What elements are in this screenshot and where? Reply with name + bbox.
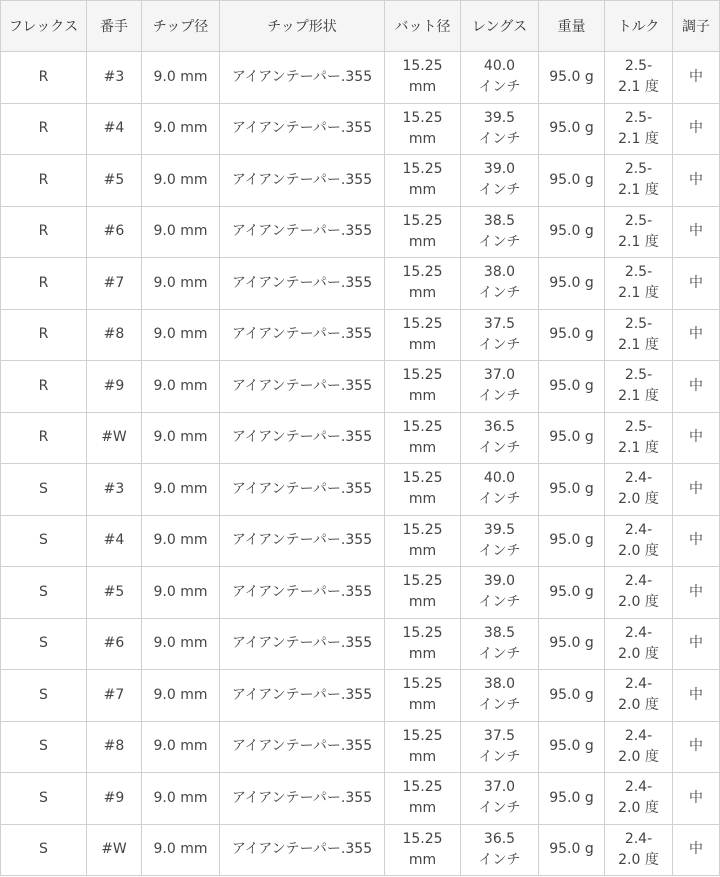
weight-cell: 95.0 g [539,515,605,567]
torque-cell-line-1: 2.4- [624,521,653,538]
weight-cell: 95.0 g [539,567,605,619]
torque-cell-line-1: 2.5- [624,315,653,332]
kick-point-cell: 中 [673,155,720,207]
tip-shape-cell: アイアンテーパー.355 [220,721,385,773]
tip-shape-cell: アイアンテーパー.355 [220,618,385,670]
length-cell [461,412,539,464]
torque-cell-line-2: 2.1 度 [618,79,659,96]
length-cell-line-1: 40.0 [483,58,516,75]
torque-cell [605,464,673,516]
butt-diameter-cell-line-2: mm [408,285,437,302]
tip-diameter-cell: 9.0 mm [142,412,220,464]
tip-shape-cell: アイアンテーパー.355 [220,567,385,619]
number-cell: #W [87,412,142,464]
torque-cell-line-2: 2.0 度 [618,594,659,611]
tip-diameter-cell: 9.0 mm [142,155,220,207]
length-cell-line-2: インチ [478,336,521,353]
butt-diameter-cell-line-1: 15.25 [402,573,443,590]
kick-point-cell: 中 [673,515,720,567]
butt-diameter-cell-line-2: mm [408,748,437,765]
butt-diameter-cell-line-2: mm [408,645,437,662]
torque-cell [605,412,673,464]
torque-cell-line-2: 2.0 度 [618,645,659,662]
table-row [1,206,720,258]
length-cell-line-2: インチ [478,800,521,817]
butt-diameter-cell [385,670,461,722]
kick-point-cell: 中 [673,52,720,104]
number-cell: #8 [87,721,142,773]
length-cell [461,361,539,413]
torque-cell-line-2: 2.1 度 [618,130,659,147]
torque-cell-line-1: 2.5- [624,418,653,435]
torque-cell [605,618,673,670]
kick-point-cell: 中 [673,206,720,258]
header-kick-point: 調子 [673,1,720,52]
length-cell-line-2: インチ [478,645,521,662]
butt-diameter-cell-line-1: 15.25 [402,830,443,847]
tip-shape-cell: アイアンテーパー.355 [220,309,385,361]
kick-point-cell: 中 [673,824,720,876]
number-cell: #4 [87,103,142,155]
kick-point-cell: 中 [673,670,720,722]
torque-cell-line-1: 2.4- [624,779,653,796]
tip-diameter-cell: 9.0 mm [142,721,220,773]
table-row [1,618,720,670]
torque-cell [605,309,673,361]
butt-diameter-cell-line-1: 15.25 [402,161,443,178]
torque-cell-line-2: 2.0 度 [618,748,659,765]
butt-diameter-cell-line-2: mm [408,79,437,96]
length-cell-line-1: 37.5 [483,727,516,744]
length-cell-line-1: 36.5 [483,830,516,847]
length-cell-line-2: インチ [478,542,521,559]
butt-diameter-cell-line-2: mm [408,851,437,868]
butt-diameter-cell-line-2: mm [408,130,437,147]
length-cell-line-2: インチ [478,388,521,405]
length-cell-line-2: インチ [478,233,521,250]
table-row [1,515,720,567]
torque-cell-line-1: 2.4- [624,470,653,487]
length-cell-line-2: インチ [478,594,521,611]
length-cell-line-2: インチ [478,851,521,868]
header-flex: フレックス [1,1,87,52]
flex-cell: S [1,670,87,722]
length-cell [461,206,539,258]
torque-cell-line-1: 2.5- [624,58,653,75]
flex-cell: R [1,52,87,104]
butt-diameter-cell [385,52,461,104]
length-cell-line-1: 37.5 [483,315,516,332]
kick-point-cell: 中 [673,309,720,361]
tip-diameter-cell: 9.0 mm [142,567,220,619]
flex-cell: S [1,824,87,876]
length-cell [461,567,539,619]
length-cell [461,258,539,310]
length-cell-line-1: 39.0 [483,161,516,178]
butt-diameter-cell-line-1: 15.25 [402,521,443,538]
kick-point-cell: 中 [673,721,720,773]
number-cell: #7 [87,670,142,722]
butt-diameter-cell-line-2: mm [408,491,437,508]
butt-diameter-cell-line-2: mm [408,388,437,405]
tip-shape-cell: アイアンテーパー.355 [220,103,385,155]
weight-cell: 95.0 g [539,824,605,876]
flex-cell: R [1,258,87,310]
header-tip-shape: チップ形状 [220,1,385,52]
butt-diameter-cell [385,515,461,567]
length-cell [461,103,539,155]
butt-diameter-cell [385,361,461,413]
number-cell: #5 [87,155,142,207]
weight-cell: 95.0 g [539,721,605,773]
torque-cell-line-2: 2.1 度 [618,233,659,250]
length-cell-line-1: 39.5 [483,521,516,538]
weight-cell: 95.0 g [539,464,605,516]
tip-diameter-cell: 9.0 mm [142,515,220,567]
torque-cell-line-1: 2.4- [624,624,653,641]
length-cell [461,618,539,670]
length-cell-line-1: 39.5 [483,109,516,126]
number-cell: #3 [87,52,142,104]
flex-cell: R [1,103,87,155]
torque-cell-line-2: 2.0 度 [618,851,659,868]
butt-diameter-cell-line-1: 15.25 [402,367,443,384]
torque-cell [605,773,673,825]
length-cell-line-2: インチ [478,130,521,147]
butt-diameter-cell-line-1: 15.25 [402,418,443,435]
kick-point-cell: 中 [673,464,720,516]
torque-cell-line-1: 2.4- [624,573,653,590]
butt-diameter-cell-line-2: mm [408,594,437,611]
number-cell: #4 [87,515,142,567]
tip-shape-cell: アイアンテーパー.355 [220,464,385,516]
length-cell [461,773,539,825]
tip-shape-cell: アイアンテーパー.355 [220,515,385,567]
flex-cell: S [1,721,87,773]
tip-diameter-cell: 9.0 mm [142,103,220,155]
length-cell-line-1: 37.0 [483,779,516,796]
table-row [1,309,720,361]
flex-cell: R [1,206,87,258]
butt-diameter-cell-line-2: mm [408,697,437,714]
tip-diameter-cell: 9.0 mm [142,618,220,670]
tip-shape-cell: アイアンテーパー.355 [220,52,385,104]
kick-point-cell: 中 [673,773,720,825]
length-cell [461,309,539,361]
tip-shape-cell: アイアンテーパー.355 [220,773,385,825]
length-cell-line-1: 38.5 [483,212,516,229]
torque-cell [605,103,673,155]
length-cell [461,670,539,722]
butt-diameter-cell [385,155,461,207]
length-cell [461,52,539,104]
torque-cell [605,361,673,413]
torque-cell-line-1: 2.5- [624,109,653,126]
weight-cell: 95.0 g [539,155,605,207]
header-tip-diameter: チップ径 [142,1,220,52]
weight-cell: 95.0 g [539,52,605,104]
flex-cell: S [1,567,87,619]
torque-cell-line-1: 2.5- [624,367,653,384]
butt-diameter-cell-line-1: 15.25 [402,264,443,281]
tip-diameter-cell: 9.0 mm [142,773,220,825]
tip-shape-cell: アイアンテーパー.355 [220,824,385,876]
header-torque: トルク [605,1,673,52]
torque-cell [605,824,673,876]
torque-cell [605,52,673,104]
weight-cell: 95.0 g [539,670,605,722]
butt-diameter-cell-line-2: mm [408,233,437,250]
weight-cell: 95.0 g [539,412,605,464]
butt-diameter-cell [385,309,461,361]
number-cell: #3 [87,464,142,516]
butt-diameter-cell-line-2: mm [408,439,437,456]
torque-cell [605,206,673,258]
butt-diameter-cell [385,567,461,619]
flex-cell: S [1,618,87,670]
tip-shape-cell: アイアンテーパー.355 [220,361,385,413]
butt-diameter-cell [385,824,461,876]
number-cell: #6 [87,618,142,670]
kick-point-cell: 中 [673,618,720,670]
table-row [1,103,720,155]
kick-point-cell: 中 [673,412,720,464]
table-row [1,155,720,207]
length-cell-line-2: インチ [478,697,521,714]
number-cell: #7 [87,258,142,310]
tip-diameter-cell: 9.0 mm [142,824,220,876]
butt-diameter-cell-line-1: 15.25 [402,624,443,641]
weight-cell: 95.0 g [539,258,605,310]
torque-cell [605,670,673,722]
butt-diameter-cell [385,464,461,516]
tip-diameter-cell: 9.0 mm [142,258,220,310]
butt-diameter-cell [385,258,461,310]
header-length: レングス [461,1,539,52]
number-cell: #5 [87,567,142,619]
butt-diameter-cell-line-1: 15.25 [402,676,443,693]
length-cell-line-1: 38.0 [483,264,516,281]
torque-cell-line-2: 2.1 度 [618,439,659,456]
torque-cell-line-1: 2.5- [624,161,653,178]
number-cell: #8 [87,309,142,361]
length-cell-line-1: 37.0 [483,367,516,384]
weight-cell: 95.0 g [539,773,605,825]
length-cell-line-2: インチ [478,79,521,96]
flex-cell: R [1,309,87,361]
torque-cell-line-2: 2.0 度 [618,800,659,817]
tip-diameter-cell: 9.0 mm [142,309,220,361]
torque-cell-line-2: 2.1 度 [618,336,659,353]
butt-diameter-cell [385,412,461,464]
tip-shape-cell: アイアンテーパー.355 [220,258,385,310]
torque-cell-line-1: 2.4- [624,676,653,693]
weight-cell: 95.0 g [539,618,605,670]
kick-point-cell: 中 [673,103,720,155]
tip-shape-cell: アイアンテーパー.355 [220,670,385,722]
table-row [1,824,720,876]
butt-diameter-cell-line-1: 15.25 [402,58,443,75]
number-cell: #W [87,824,142,876]
kick-point-cell: 中 [673,567,720,619]
torque-cell-line-1: 2.5- [624,264,653,281]
header-number: 番手 [87,1,142,52]
weight-cell: 95.0 g [539,103,605,155]
length-cell-line-2: インチ [478,439,521,456]
length-cell-line-2: インチ [478,748,521,765]
length-cell-line-1: 38.0 [483,676,516,693]
torque-cell [605,721,673,773]
table-row [1,567,720,619]
length-cell-line-1: 39.0 [483,573,516,590]
torque-cell [605,515,673,567]
weight-cell: 95.0 g [539,361,605,413]
torque-cell [605,567,673,619]
torque-cell-line-2: 2.1 度 [618,388,659,405]
tip-diameter-cell: 9.0 mm [142,52,220,104]
header-weight: 重量 [539,1,605,52]
tip-diameter-cell: 9.0 mm [142,670,220,722]
flex-cell: S [1,515,87,567]
flex-cell: S [1,464,87,516]
length-cell [461,824,539,876]
weight-cell: 95.0 g [539,206,605,258]
tip-diameter-cell: 9.0 mm [142,464,220,516]
table-row [1,412,720,464]
butt-diameter-cell [385,773,461,825]
butt-diameter-cell-line-2: mm [408,800,437,817]
torque-cell-line-2: 2.1 度 [618,182,659,199]
table-row [1,773,720,825]
table-header-row [1,1,720,52]
weight-cell: 95.0 g [539,309,605,361]
length-cell [461,464,539,516]
torque-cell-line-1: 2.5- [624,212,653,229]
table-row [1,361,720,413]
torque-cell-line-1: 2.4- [624,727,653,744]
butt-diameter-cell-line-2: mm [408,336,437,353]
flex-cell: R [1,155,87,207]
butt-diameter-cell-line-1: 15.25 [402,315,443,332]
flex-cell: R [1,361,87,413]
butt-diameter-cell-line-1: 15.25 [402,727,443,744]
kick-point-cell: 中 [673,361,720,413]
number-cell: #9 [87,773,142,825]
flex-cell: S [1,773,87,825]
flex-cell: R [1,412,87,464]
length-cell-line-2: インチ [478,182,521,199]
butt-diameter-cell-line-1: 15.25 [402,470,443,487]
torque-cell [605,258,673,310]
header-butt-diameter: バット径 [385,1,461,52]
length-cell-line-1: 40.0 [483,470,516,487]
tip-shape-cell: アイアンテーパー.355 [220,206,385,258]
butt-diameter-cell [385,103,461,155]
butt-diameter-cell-line-1: 15.25 [402,109,443,126]
length-cell-line-2: インチ [478,491,521,508]
length-cell [461,721,539,773]
torque-cell-line-2: 2.1 度 [618,285,659,302]
number-cell: #9 [87,361,142,413]
tip-shape-cell: アイアンテーパー.355 [220,412,385,464]
butt-diameter-cell-line-2: mm [408,182,437,199]
butt-diameter-cell-line-1: 15.25 [402,779,443,796]
table-row [1,670,720,722]
length-cell [461,515,539,567]
torque-cell-line-1: 2.4- [624,830,653,847]
table-row [1,258,720,310]
tip-diameter-cell: 9.0 mm [142,206,220,258]
table-row [1,52,720,104]
table-row [1,721,720,773]
tip-shape-cell: アイアンテーパー.355 [220,155,385,207]
table-row [1,464,720,516]
butt-diameter-cell-line-2: mm [408,542,437,559]
kick-point-cell: 中 [673,258,720,310]
length-cell [461,155,539,207]
butt-diameter-cell [385,721,461,773]
length-cell-line-2: インチ [478,285,521,302]
torque-cell-line-2: 2.0 度 [618,697,659,714]
butt-diameter-cell-line-1: 15.25 [402,212,443,229]
length-cell-line-1: 38.5 [483,624,516,641]
tip-diameter-cell: 9.0 mm [142,361,220,413]
torque-cell-line-2: 2.0 度 [618,542,659,559]
butt-diameter-cell [385,206,461,258]
butt-diameter-cell [385,618,461,670]
length-cell-line-1: 36.5 [483,418,516,435]
torque-cell-line-2: 2.0 度 [618,491,659,508]
number-cell: #6 [87,206,142,258]
torque-cell [605,155,673,207]
